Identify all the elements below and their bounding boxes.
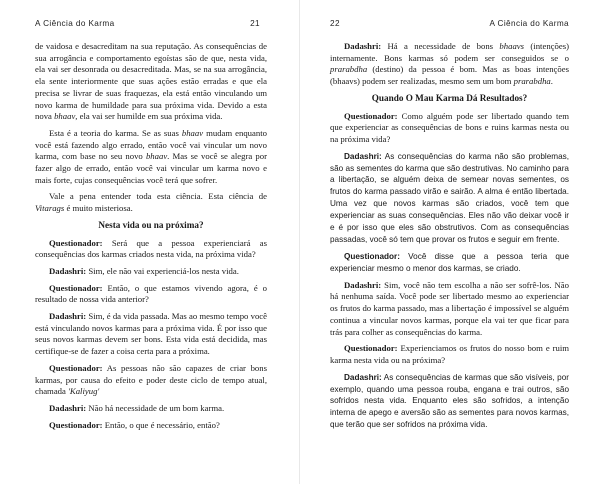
speaker-label: Questionador:: [49, 362, 103, 373]
dialogue-answer: [330, 280, 569, 339]
dialogue-question: [330, 111, 569, 146]
speaker-label: Questionador:: [49, 237, 103, 248]
dialogue-question: [330, 251, 569, 275]
right-page: [300, 0, 599, 484]
section-heading: Nesta vida ou na próxima?: [98, 219, 204, 230]
speaker-label: Dadashri:: [344, 279, 382, 290]
dialogue-question: [35, 363, 267, 398]
dialogue-answer: [330, 151, 569, 246]
text: de vaidosa e desacreditam na sua reputação. As consequências de sua arrogância e comportamento egoístas são de que, nesta vida, ela vai ser desonrada ou desacreditada. Mas, se na sua arrogância, ela sente interiormente que suas ações estão erradas e que ela precisa se livrar de suas fraquezas, ela está então vinculando um novo karma de humildade para sua próxima vida. Devido a esta nova: [35, 41, 267, 122]
emphasis: prarabdha: [330, 64, 368, 75]
text: Não há necessidade de um bom karma.: [86, 402, 225, 413]
page-body: [35, 41, 267, 436]
emphasis: bhaav: [145, 151, 168, 162]
speaker-label: Dadashri:: [344, 41, 382, 51]
text: é muito misteriosa.: [64, 203, 133, 214]
running-head: A Ciência do Karma: [489, 19, 569, 28]
text: Então, o que estamos vivendo agora, é o resultado de nossa vida anterior?: [35, 282, 267, 305]
text: (intenções) internamente. Bons karmas só podem ser conseguidos se o: [330, 41, 569, 63]
speaker-label: Questionador:: [344, 110, 398, 121]
page-number: 22: [330, 19, 340, 28]
text: As consequências do karma não são problemas, são as sementes do karma que são destrutivas. No caminho para a libertação, se alguém deixa de semear novas sementes, os frutos do karma passado virão e sairão. A alma é então libertada. Uma vez que novos karmas são criados, você tem que experienciar as suas consequências. Eles não vão deixar você ir e é por isso que eles são obstrutivos. Com as consequências passadas, você só tem que provar os frutos e seguir em frente.: [330, 151, 569, 244]
paragraph: [35, 41, 267, 123]
emphasis: bhaav: [181, 127, 204, 138]
text: Então, o que é necessário, então?: [102, 419, 220, 430]
text: Será que a pessoa experienciará as consequências dos karmas criados nesta vida, na próxima vida?: [35, 237, 267, 260]
emphasis: bhaav: [54, 111, 76, 122]
speaker-label: Questionador:: [49, 419, 103, 430]
speaker-label: Dadashri:: [49, 311, 87, 322]
text: Vale a pena entender toda esta ciência. Esta ciência de: [49, 191, 267, 202]
text: Sim, é da vida passada. Mas ao mesmo tempo você está vinculando novos karmas para a próxima vida. É por isso que seus novos karmas devem ser bons. Esta vida está decidida, mas certifique-se de fazer a coisa certa para a próxima.: [35, 311, 267, 357]
speaker-label: Questionador:: [49, 282, 103, 293]
paragraph: [35, 128, 267, 187]
speaker-label: Dadashri:: [344, 151, 382, 161]
text: .: [550, 76, 553, 87]
text: As pessoas não são capazes de criar bons karmas, por causa do efeito e poder deste ciclo de tempo atual, chamada: [35, 362, 267, 397]
speaker-label: Questionador:: [344, 343, 398, 354]
dialogue-answer: [35, 311, 267, 358]
dialogue-answer: [35, 266, 267, 278]
text: , ela vai ser humilde em sua próxima vida.: [75, 111, 223, 122]
speaker-label: Questionador:: [344, 251, 400, 261]
paragraph: [35, 191, 267, 214]
emphasis: bhaavs: [499, 41, 525, 51]
page-body: [330, 41, 569, 436]
speaker-label: Dadashri:: [344, 372, 382, 382]
dialogue-question: [330, 343, 569, 366]
text: Sim, você não tem escolha a não ser sofrê-los. Não há nenhuma saída. Você pode ser libertado mesmo ao experienciar os frutos do karma passado, mas a libertação é impossível se alguém continua a vincular novos karmas, porque ela vai ter que ficar para trás para colher as consequências do karma.: [330, 279, 569, 337]
text: Como alguém pode ser libertado quando tem que experienciar as consequências de bons e ruins karmas nesta ou na próxima vida?: [330, 110, 569, 144]
page-number: 21: [250, 19, 260, 28]
emphasis: prarabdha: [513, 76, 551, 87]
dialogue-answer: [35, 403, 267, 415]
text: Esta é a teoria do karma. Se as suas: [49, 127, 182, 138]
section-heading: Quando O Mau Karma Dá Resultados?: [371, 92, 528, 103]
text: (destino) da pessoa é bom. Mas as boas intenções (bhaavs) podem ser realizadas, mesmo sem um bom: [330, 64, 569, 87]
dialogue-answer: [330, 372, 569, 432]
speaker-label: Dadashri:: [49, 265, 87, 276]
text: Há a necessidade de bons: [381, 41, 500, 51]
dialogue-question: [35, 420, 267, 432]
dialogue-question: [35, 283, 267, 306]
text: mudam enquanto você está fazendo algo errado, então você vai vincular um novo karma, com base no seu novo: [35, 127, 267, 162]
running-head: A Ciência do Karma: [35, 19, 115, 28]
speaker-label: Dadashri:: [49, 402, 87, 413]
text: . Mas se você se alegra por fazer algo de errado, então você vai vincular um karma novo e mais forte, cujas consequências você terá que sofrer.: [35, 151, 267, 185]
dialogue-question: [35, 238, 267, 261]
text: Sim, ele não vai experienciá-los nesta vida.: [86, 265, 239, 276]
text: Você disse que a pessoa teria que experienciar mesmo o menor dos karmas, se criado.: [330, 251, 569, 273]
dialogue-answer: [330, 41, 569, 88]
text: Experienciamos os frutos do nosso bom e ruim karma nesta vida ou na próxima?: [330, 343, 569, 365]
emphasis: 'Kaliyug': [68, 386, 100, 397]
emphasis: Vitarags: [35, 203, 65, 214]
text: As consequências de karmas que são visíveis, por exemplo, quando uma pessoa rouba, engana e trai outros, são sofridos nesta vida. Enquanto eles são sofridos, a intenção interna de apego e aversão são as sementes para novos karmas, que terão que ser sofridos na próxima vida.: [330, 372, 569, 430]
